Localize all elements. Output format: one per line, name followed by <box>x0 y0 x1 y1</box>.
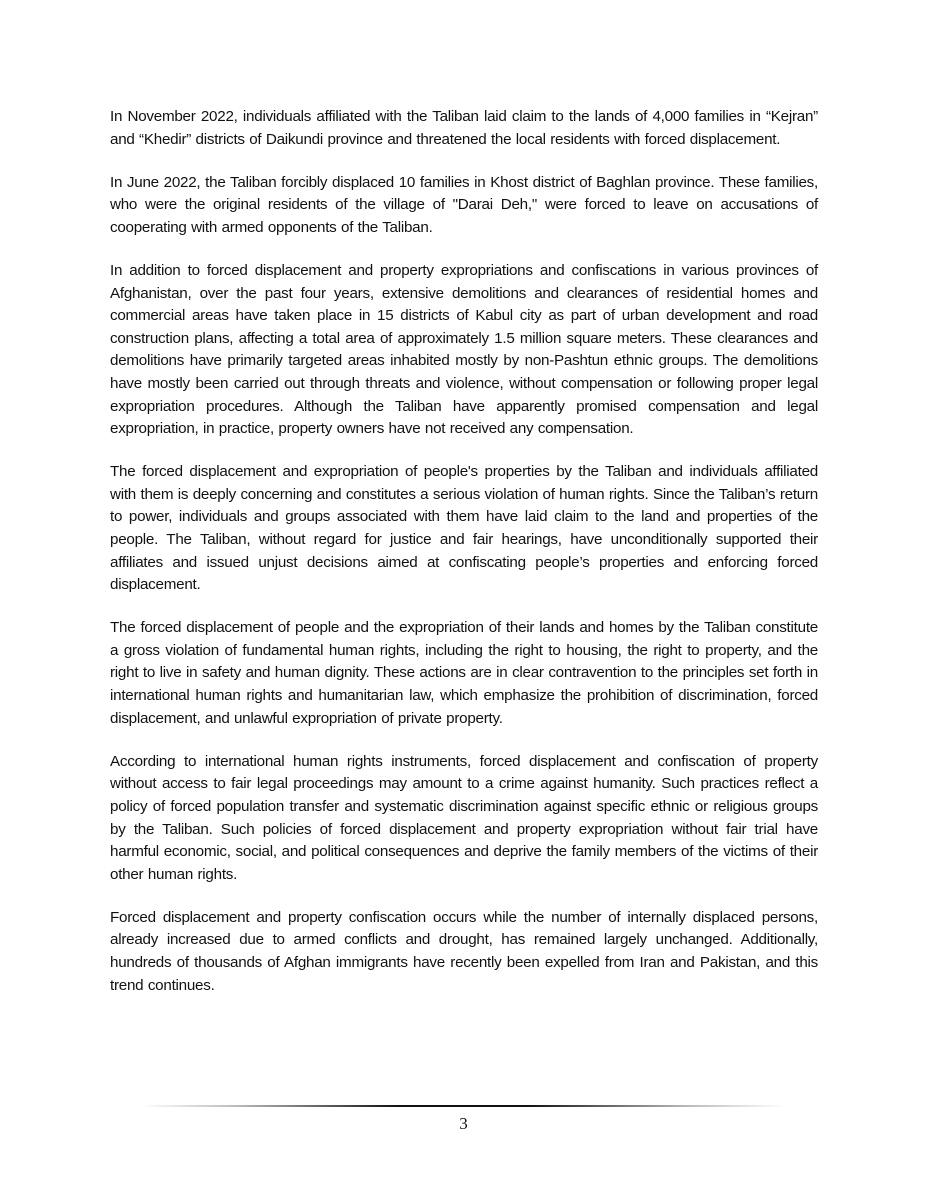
paragraph: The forced displacement of people and the expropriation of their lands and homes by the Taliban constitute a gross violation of fundamental human rights, including the right to housing, the right to property, and the right to live in safety and human dignity. These actions are in clear contravention to the principles set forth in international human rights and humanitarian law, which emphasize the prohibition of discrimination, forced displacement, and unlawful expropriation of private property. <box>110 619 818 727</box>
paragraph: According to international human rights instruments, forced displacement and confiscation of property without access to fair legal proceedings may amount to a crime against humanity. Such practices reflect a policy of forced population transfer and systematic discrimination against specific ethnic or religious groups by the Taliban. Such policies of forced displacement and property expropriation without fair trial have harmful economic, social, and political consequences and deprive the family members of the victims of their other human rights. <box>110 752 818 883</box>
document-body <box>110 106 818 1018</box>
paragraph: Forced displacement and property confiscation occurs while the number of internally displaced persons, already increased due to armed conflicts and drought, has remained largely unchanged. Additionally, hundreds of thousands of Afghan immigrants have recently been expelled from Iran and Pakistan, and this trend continues. <box>110 908 818 994</box>
footer-divider <box>140 1105 785 1107</box>
paragraph: The forced displacement and expropriation of people's properties by the Taliban and individuals affiliated with them is deeply concerning and constitutes a serious violation of human rights. Since the Taliban’s return to power, individuals and groups associated with them have laid claim to the land and properties of the people. The Taliban, without regard for justice and fair hearings, have unconditionally supported their affiliates and issued unjust decisions aimed at confiscating people’s properties and enforcing forced displacement. <box>110 463 818 594</box>
paragraph: In addition to forced displacement and property expropriations and confiscations in various provinces of Afghanistan, over the past four years, extensive demolitions and clearances of residential homes and commercial areas have taken place in 15 districts of Kabul city as part of urban development and road construction plans, affecting a total area of approximately 1.5 million square meters. These clearances and demolitions have primarily targeted areas inhabited mostly by non-Pashtun ethnic groups. The demolitions have mostly been carried out through threats and violence, without compensation or following proper legal expropriation procedures. Although the Taliban have apparently promised compensation and legal expropriation, in practice, property owners have not received any compensation. <box>110 261 818 438</box>
paragraph: In June 2022, the Taliban forcibly displaced 10 families in Khost district of Baghlan province. These families, who were the original residents of the village of "Darai Deh," were forced to leave on accusations of cooperating with armed opponents of the Taliban. <box>110 173 818 236</box>
page-number: 3 <box>459 1114 468 1133</box>
paragraph: In November 2022, individuals affiliated with the Taliban laid claim to the lands of 4,000 families in “Kejran” and “Khedir” districts of Daikundi province and threatened the local residents with forced displacement. <box>110 108 818 148</box>
